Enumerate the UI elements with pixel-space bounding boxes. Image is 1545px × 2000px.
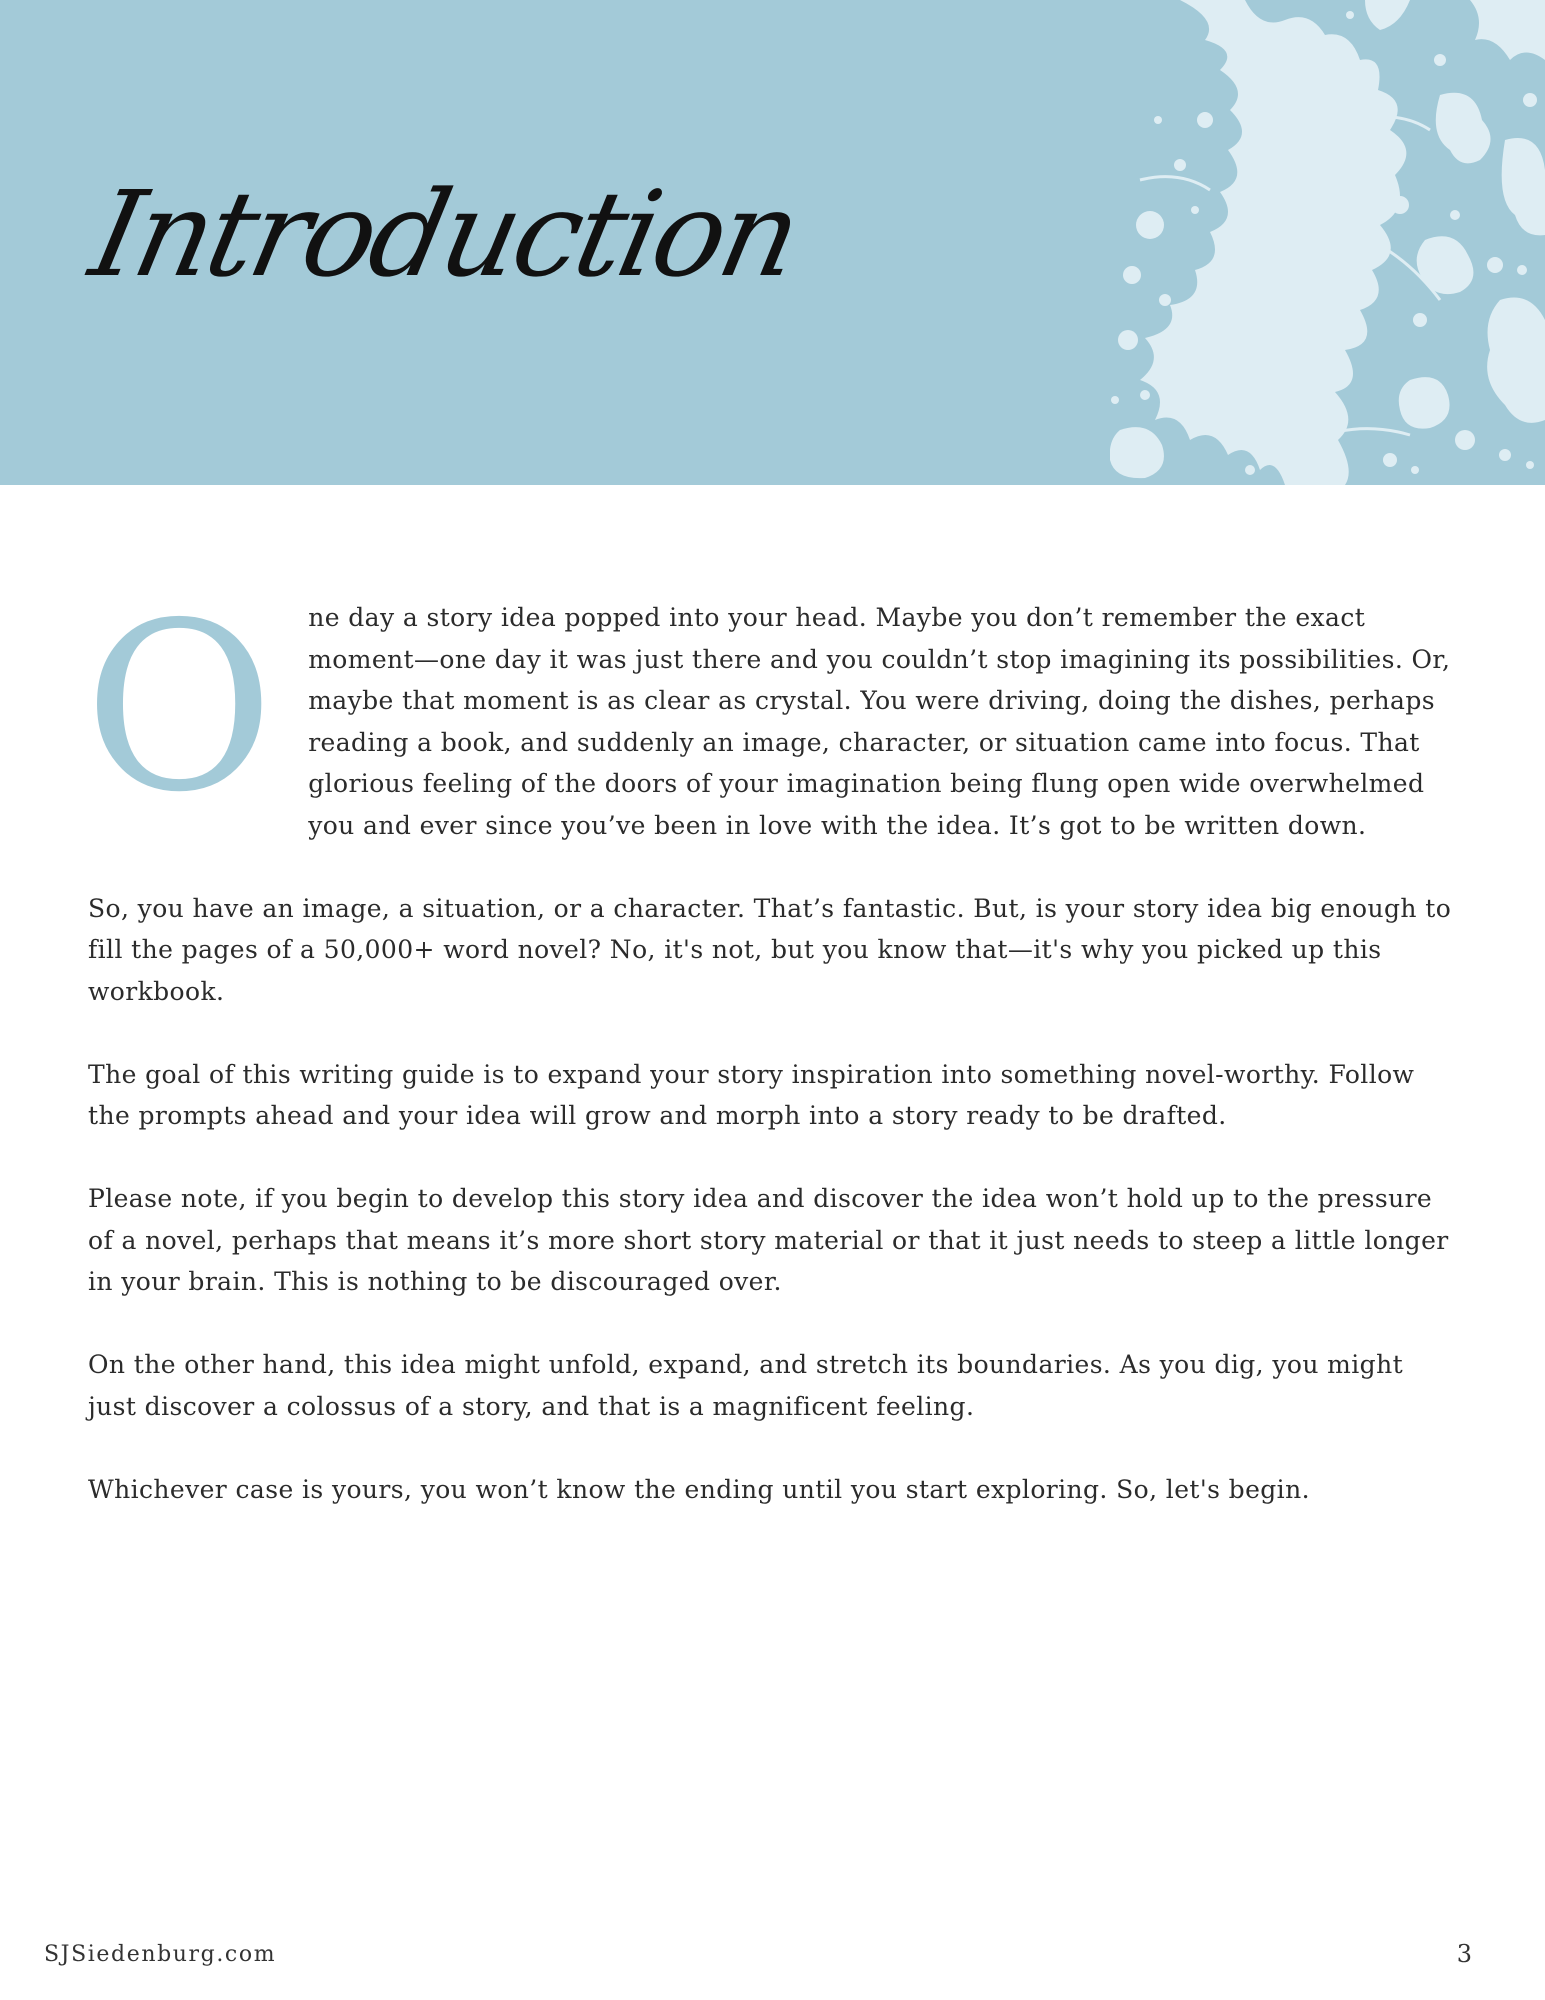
- header-band: [0, 0, 1545, 485]
- footer-site-name: SJSiedenburg.com: [44, 1942, 277, 1967]
- paragraph-5: On the other hand, this idea might unfold, expand, and stretch its boundaries. As you dig, you might just discover a colossus of a story, and that is a magnificent feeling.: [88, 1350, 1404, 1421]
- drop-cap: O: [84, 573, 275, 843]
- paint-splash-decoration: [1110, 0, 1545, 485]
- page-number: 3: [1456, 1940, 1472, 1968]
- paragraph-2: So, you have an image, a situation, or a character. That’s fantastic. But, is your story idea big enough to fill the pages of a 50,000+ word novel? No, it's not, but you know that—it's why you picked up this workbook.: [88, 893, 1452, 1006]
- paragraph-1: ne day a story idea popped into your head. Maybe you don’t remember the exact moment—one day it was just there and you couldn’t stop imagining its possibilities. Or, maybe that moment is as clear as crystal. You were driving, doing the dishes, perhaps reading a book, and suddenly an image, character, or situation came into focus. That glorious feeling of the doors of your imagination being flung open wide overwhelmed you and ever since you’ve been in love with the idea. It’s got to be written down.: [308, 603, 1451, 840]
- body-content: [84, 573, 1458, 1552]
- paragraph-4: Please note, if you begin to develop this story idea and discover the idea won’t hold up to the pressure of a novel, perhaps that means it’s more short story material or that it just needs to steep a little longer in your brain. This is nothing to be discouraged over.: [88, 1184, 1449, 1296]
- paragraph-3: The goal of this writing guide is to expand your story inspiration into something novel-worthy. Follow the prompts ahead and your idea will grow and morph into a story ready to be drafted.: [88, 1059, 1415, 1130]
- paragraph-6: Whichever case is yours, you won’t know the ending until you start exploring. So, let's begin.: [88, 1474, 1310, 1504]
- page-title: Introduction: [80, 165, 809, 303]
